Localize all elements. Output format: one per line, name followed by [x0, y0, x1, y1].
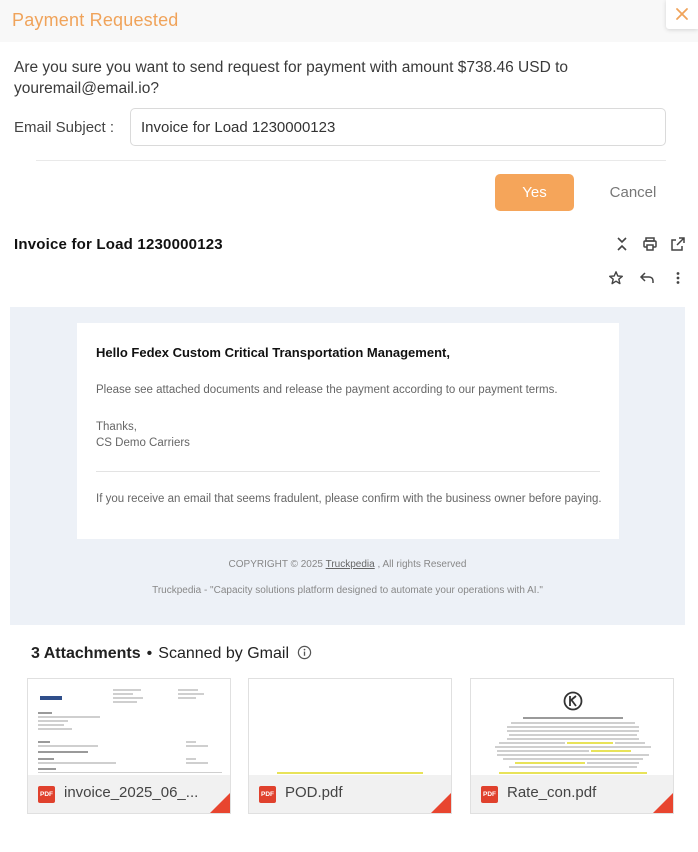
email-subject-label: Email Subject :: [14, 119, 115, 136]
truckpedia-logo-icon: [563, 691, 583, 711]
email-warning: If you receive an email that seems fradulent, please confirm with the business owner before paying.: [96, 493, 602, 505]
cancel-button[interactable]: Cancel: [596, 174, 670, 211]
email-sender: CS Demo Carriers: [96, 437, 190, 449]
attachment-file-bar: [471, 775, 674, 814]
email-preview: [10, 307, 685, 625]
attachment-thumbnail: [249, 679, 452, 775]
email-subject-input[interactable]: [130, 108, 666, 146]
truckpedia-link[interactable]: Truckpedia: [325, 559, 375, 570]
dialog-header: [0, 0, 698, 42]
attachment-card[interactable]: [248, 678, 452, 814]
attachment-card[interactable]: [470, 678, 674, 814]
dialog-title: Payment Requested: [12, 10, 179, 30]
close-button[interactable]: [666, 0, 698, 29]
email-body-text: Please see attached documents and release the payment according to our payment terms.: [96, 384, 558, 396]
preview-subject-title: Invoice for Load 1230000123: [14, 236, 223, 253]
attachments-count: 3 Attachments: [31, 645, 141, 662]
attachment-file-name: Rate_con.pdf: [507, 784, 597, 801]
info-icon[interactable]: [297, 645, 312, 665]
attachment-thumbnail: [471, 679, 674, 775]
page-fold-icon: [651, 791, 674, 814]
tagline: Truckpedia - "Capacity solutions platform designed to automate your operations with AI.": [152, 585, 543, 596]
open-new-window-icon[interactable]: [670, 236, 686, 252]
yes-button[interactable]: Yes: [495, 174, 574, 211]
scanned-by-gmail-label: Scanned by Gmail: [158, 645, 289, 662]
confirmation-question: Are you sure you want to send request for payment with amount $738.46 USD to youremail@email.io?: [14, 59, 569, 97]
email-greeting: Hello Fedex Custom Critical Transportation Management,: [96, 345, 450, 360]
attachment-thumbnail: [28, 679, 231, 775]
attachment-card[interactable]: [27, 678, 231, 814]
attachment-file-bar: [249, 775, 452, 814]
separator-dot: •: [146, 645, 153, 662]
collapse-icon[interactable]: [614, 236, 630, 252]
attachment-file-name: invoice_2025_06_...: [64, 784, 199, 801]
divider: [36, 160, 666, 161]
reply-icon[interactable]: [639, 270, 655, 286]
copyright-text: [10, 559, 685, 570]
pdf-icon: PDF: [481, 786, 498, 803]
email-thanks: Thanks,: [96, 421, 137, 433]
close-icon: [675, 7, 689, 21]
divider: [96, 471, 600, 472]
star-icon[interactable]: [608, 270, 624, 286]
attachment-file-bar: [28, 775, 231, 814]
pdf-icon: PDF: [259, 786, 276, 803]
attachment-file-name: POD.pdf: [285, 784, 343, 801]
print-icon[interactable]: [642, 236, 658, 252]
attachments-heading: [31, 645, 312, 665]
email-card: [77, 323, 619, 539]
page-fold-icon: [208, 791, 231, 814]
copyright-suffix: , All rights Reserved: [377, 559, 467, 570]
more-vertical-icon[interactable]: [670, 270, 686, 286]
copyright-prefix: COPYRIGHT © 2025: [228, 559, 323, 570]
pdf-icon: PDF: [38, 786, 55, 803]
page-fold-icon: [429, 791, 452, 814]
